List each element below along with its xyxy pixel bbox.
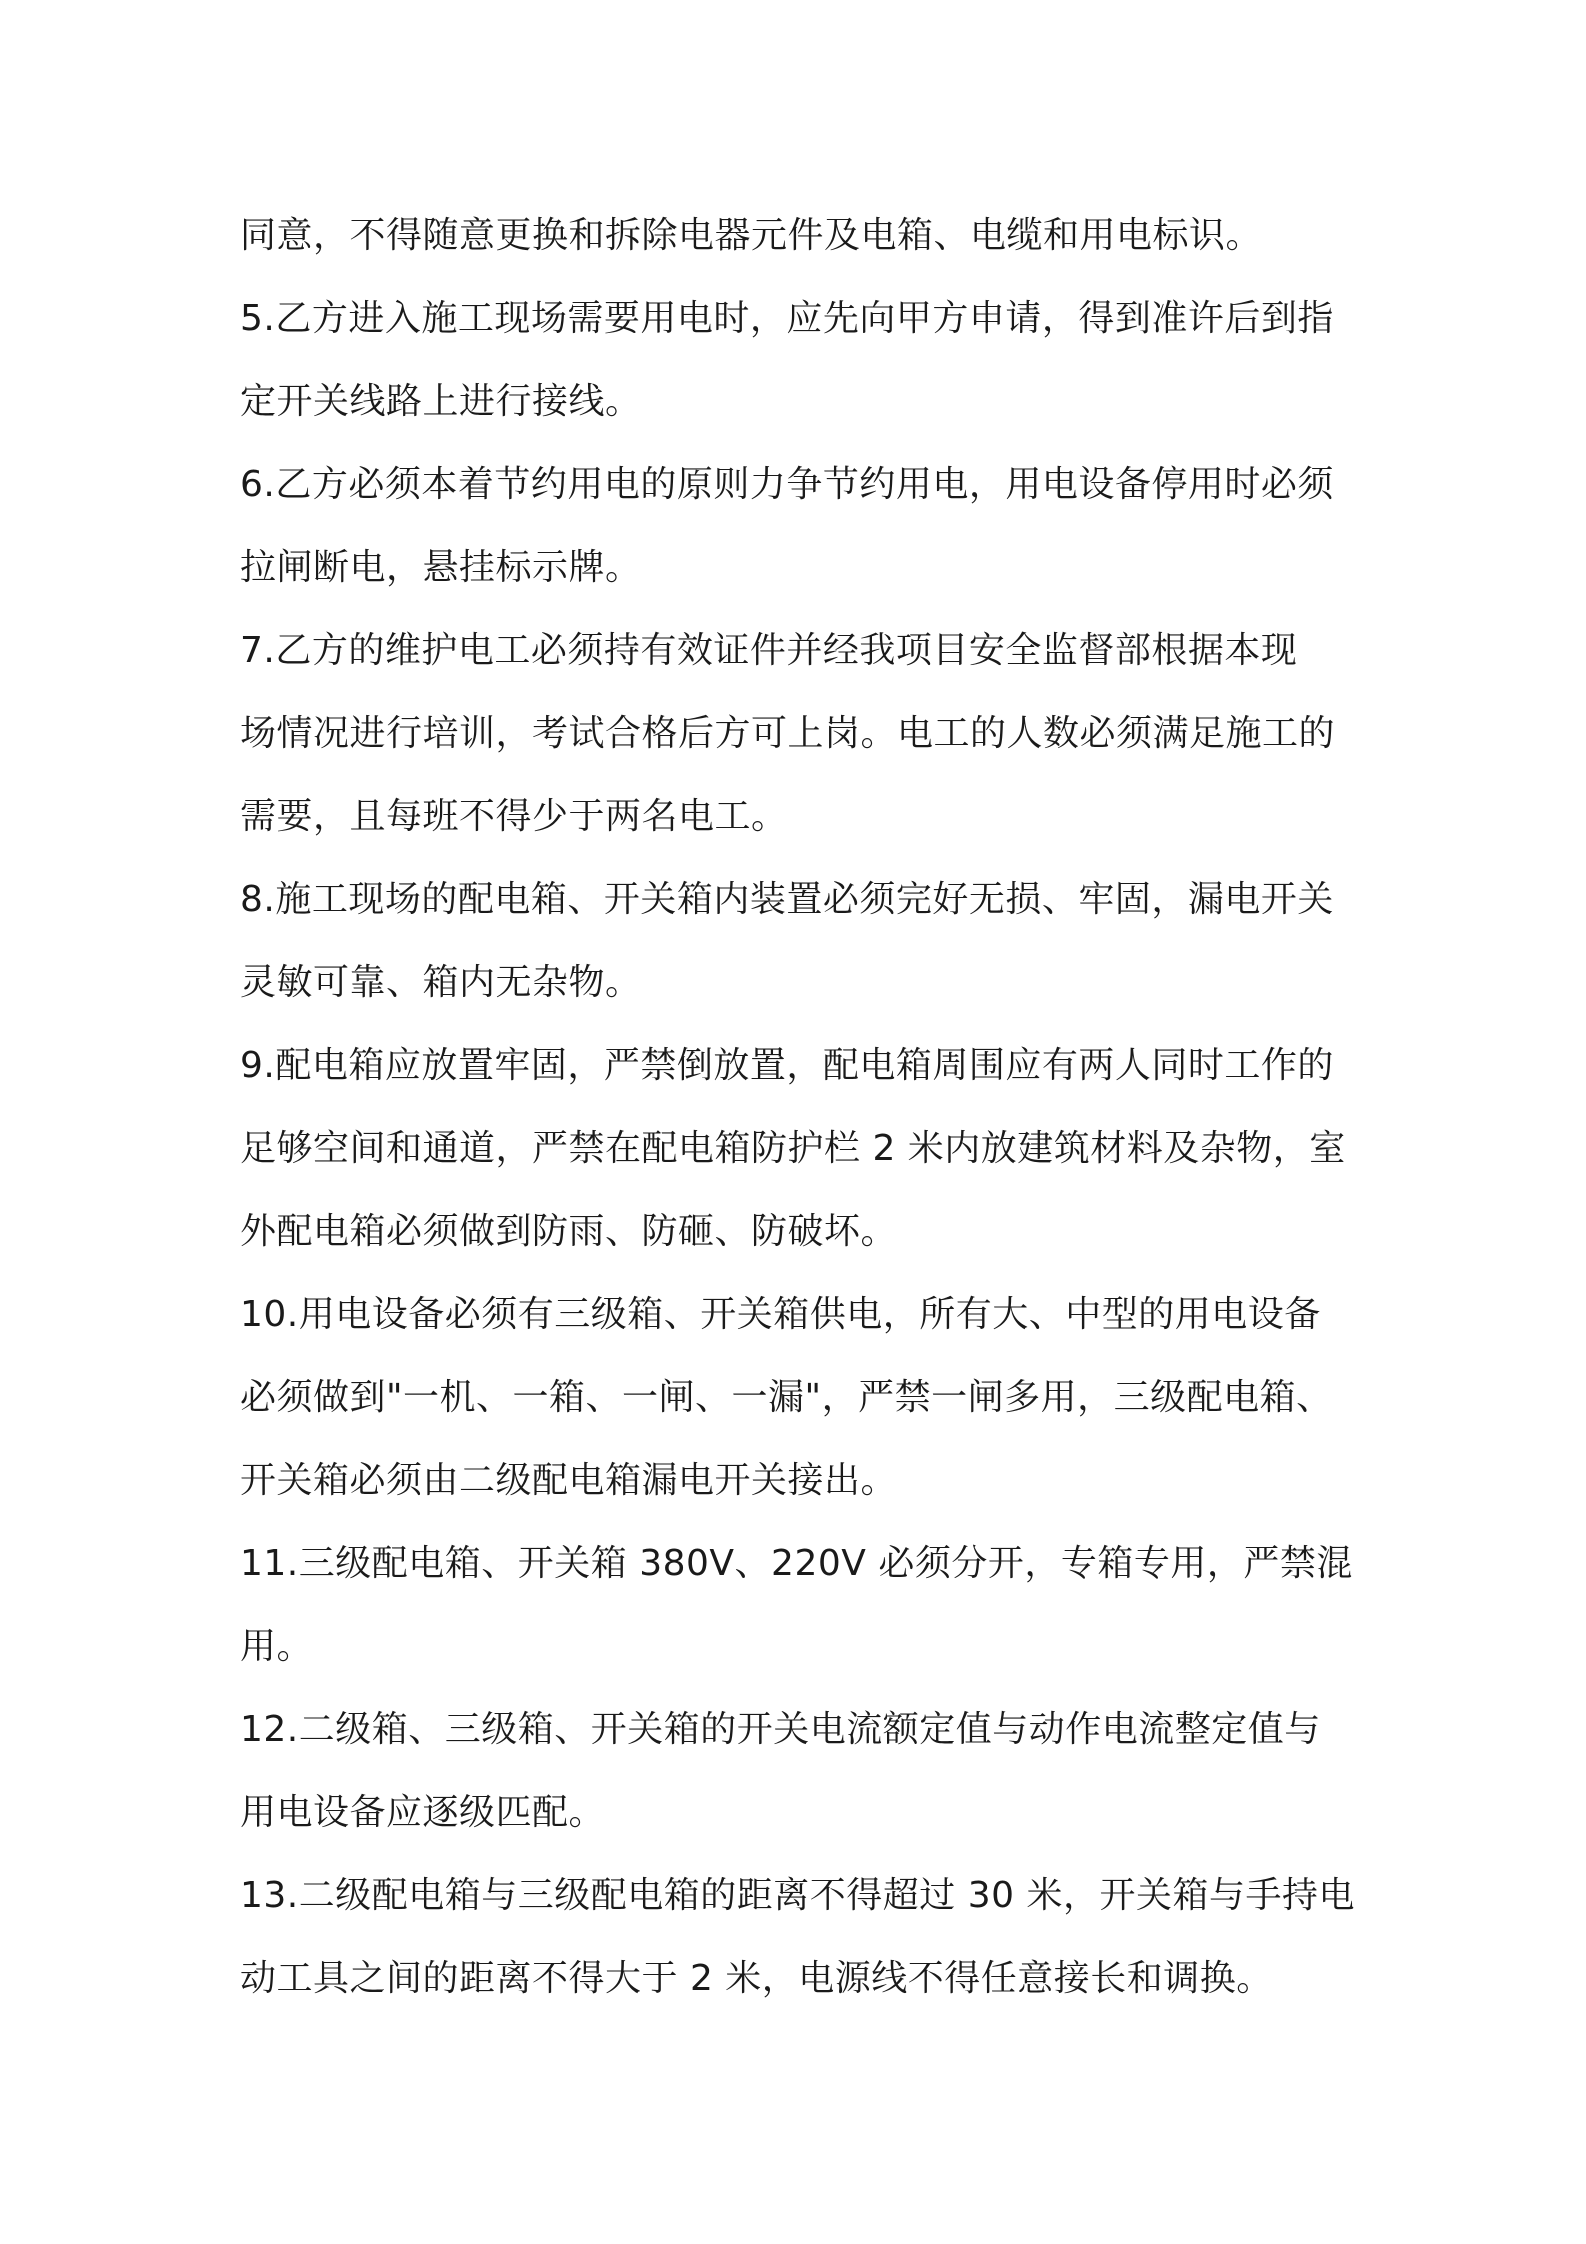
text-line: 定开关线路上进行接线。 <box>240 381 642 422</box>
text-line: 6.乙方必须本着节约用电的原则力争节约用电，用电设备停用时必须 <box>240 464 1334 505</box>
text-line: 13.二级配电箱与三级配电箱的距离不得超过 30 米，开关箱与手持电 <box>240 1875 1355 1916</box>
text-line: 足够空间和通道，严禁在配电箱防护栏 2 米内放建筑材料及杂物，室 <box>240 1128 1346 1169</box>
text-line: 9.配电箱应放置牢固，严禁倒放置，配电箱周围应有两人同时工作的 <box>240 1045 1334 1086</box>
text-line: 场情况进行培训，考试合格后方可上岗。电工的人数必须满足施工的 <box>240 713 1336 754</box>
text-line: 10.用电设备必须有三级箱、开关箱供电，所有大、中型的用电设备 <box>240 1294 1321 1335</box>
text-line: 同意，不得随意更换和拆除电器元件及电箱、电缆和用电标识。 <box>240 215 1263 256</box>
text-line: 灵敏可靠、箱内无杂物。 <box>240 962 642 1003</box>
text-line: 7.乙方的维护电工必须持有效证件并经我项目安全监督部根据本现 <box>240 630 1298 671</box>
text-line: 用。 <box>240 1626 314 1667</box>
text-line: 需要，且每班不得少于两名电工。 <box>240 796 788 837</box>
text-line: 11.三级配电箱、开关箱 380V、220V 必须分开，专箱专用，严禁混 <box>240 1543 1353 1584</box>
text-line: 动工具之间的距离不得大于 2 米，电源线不得任意接长和调换。 <box>240 1958 1273 1999</box>
text-line: 必须做到"一机、一箱、一闸、一漏"，严禁一闸多用，三级配电箱、 <box>240 1377 1333 1418</box>
text-line: 外配电箱必须做到防雨、防砸、防破坏。 <box>240 1211 898 1252</box>
text-line: 开关箱必须由二级配电箱漏电开关接出。 <box>240 1460 898 1501</box>
text-line: 8.施工现场的配电箱、开关箱内装置必须完好无损、牢固，漏电开关 <box>240 879 1334 920</box>
text-line: 用电设备应逐级匹配。 <box>240 1792 606 1833</box>
text-line: 5.乙方进入施工现场需要用电时，应先向甲方申请，得到准许后到指 <box>240 298 1334 339</box>
text-line: 12.二级箱、三级箱、开关箱的开关电流额定值与动作电流整定值与 <box>240 1709 1321 1750</box>
document-body <box>240 194 1360 2020</box>
text-line: 拉闸断电，悬挂标示牌。 <box>240 547 642 588</box>
